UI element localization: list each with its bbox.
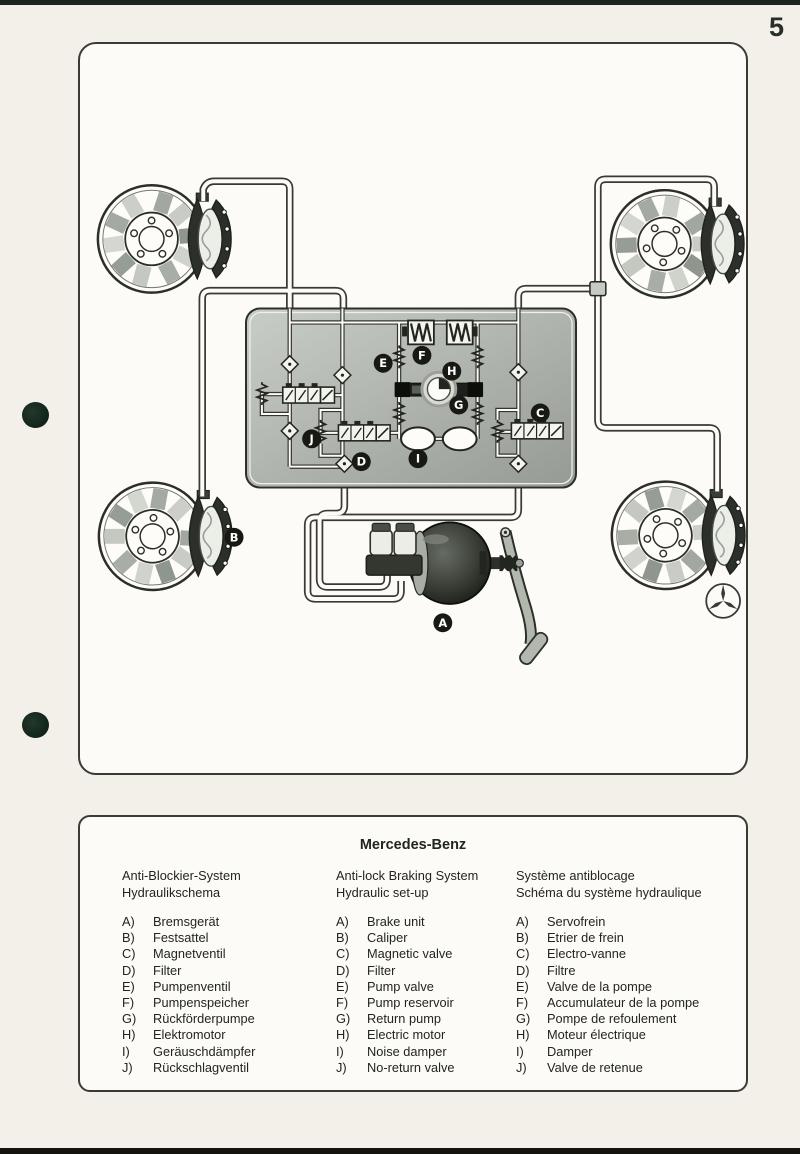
legend-item: D) Filter [122, 962, 182, 978]
legend-item: I) Noise damper [336, 1043, 447, 1059]
legend-items-english [336, 914, 516, 1076]
brake-pedal [501, 528, 550, 667]
marker-noise-damper [409, 449, 428, 468]
legend-item: J) No-return valve [336, 1059, 455, 1075]
svg-text:D: D [356, 454, 367, 469]
brake-disc-front-right [589, 168, 744, 319]
legend-item: B) Caliper [336, 930, 408, 946]
legend-item: C) Electro-vanne [516, 946, 626, 962]
legend-item: F) Accumulateur de la pompe [516, 995, 700, 1011]
svg-text:B: B [229, 530, 239, 545]
marker-electric-motor [442, 362, 461, 381]
abs-hydraulic-schematic [80, 44, 746, 773]
legend-item: A) Bremsgerät [122, 914, 220, 929]
svg-text:F: F [418, 348, 426, 363]
diagram-panel [78, 42, 748, 775]
legend-item: E) Valve de la pompe [516, 978, 653, 994]
t-junction-fitting [590, 282, 606, 296]
legend-header-english: Anti-lock Braking System Hydraulic set-up [336, 868, 479, 900]
marker-no-return-valve [302, 429, 321, 448]
legend-item: G) Return pump [336, 1011, 441, 1027]
legend-columns [80, 868, 746, 1076]
legend-item: H) Moteur électrique [516, 1027, 646, 1043]
legend-item: E) Pump valve [336, 978, 434, 994]
marker-magnetic-valve [531, 404, 550, 423]
legend-item: I) Damper [516, 1043, 593, 1059]
marker-brake-unit [433, 613, 452, 632]
legend-items-french [516, 914, 736, 1076]
marker-return-pump [449, 396, 468, 415]
legend-item: E) Pumpenventil [122, 978, 231, 994]
mercedes-star-logo [706, 584, 740, 618]
legend-column-english [336, 868, 516, 1076]
legend-header-german: Anti-Blockier-System Hydraulikschema [122, 868, 241, 900]
binder-dot-top [22, 402, 49, 428]
svg-text:A: A [438, 615, 448, 630]
legend-item: G) Pompe de refoulement [516, 1011, 677, 1027]
marker-pump-valve [374, 354, 393, 373]
legend-item: C) Magnetic valve [336, 946, 453, 962]
legend-item: J) Valve de retenue [516, 1059, 643, 1075]
brake-disc-rear-left [87, 471, 232, 603]
brake-disc-front-left [98, 185, 231, 292]
brake-unit [366, 522, 549, 666]
page-bottom-edge [0, 1148, 800, 1154]
marker-pump-reservoir [413, 346, 432, 365]
binder-dot-bottom [22, 712, 49, 738]
legend-item: A) Servofrein [516, 914, 606, 929]
page-top-edge [0, 0, 800, 5]
svg-text:E: E [379, 356, 388, 371]
legend-item: D) Filter [336, 962, 396, 978]
legend-item: F) Pump reservoir [336, 995, 454, 1011]
svg-text:J: J [309, 431, 314, 446]
svg-text:G: G [454, 397, 464, 412]
svg-text:H: H [446, 364, 457, 379]
legend-item: C) Magnetventil [122, 946, 226, 962]
legend-panel [78, 815, 748, 1092]
svg-text:I: I [415, 451, 421, 466]
legend-item: B) Festsattel [122, 930, 209, 946]
legend-item: D) Filtre [516, 962, 576, 978]
page-number: 5 [768, 12, 784, 42]
legend-item: I) Geräuschdämpfer [122, 1043, 256, 1059]
legend-item: F) Pumpenspeicher [122, 995, 250, 1011]
legend-item: B) Etrier de frein [516, 930, 624, 946]
svg-text:C: C [536, 405, 545, 420]
legend-title: Mercedes-Benz [359, 837, 467, 853]
master-cylinder [366, 523, 422, 575]
legend-header-french: Système antiblocage Schéma du système hydraulique [516, 868, 702, 900]
legend-item: G) Rückförderpumpe [122, 1011, 255, 1027]
legend-column-french [516, 868, 736, 1076]
legend-item: H) Elektromotor [122, 1027, 226, 1043]
legend-items-german [122, 914, 336, 1076]
legend-item: A) Brake unit [336, 914, 425, 929]
marker-filter [352, 452, 371, 471]
legend-column-german [122, 868, 336, 1076]
marker-caliper [225, 528, 244, 547]
legend-item: J) Rückschlagventil [122, 1059, 250, 1075]
legend-item: H) Electric motor [336, 1027, 446, 1043]
